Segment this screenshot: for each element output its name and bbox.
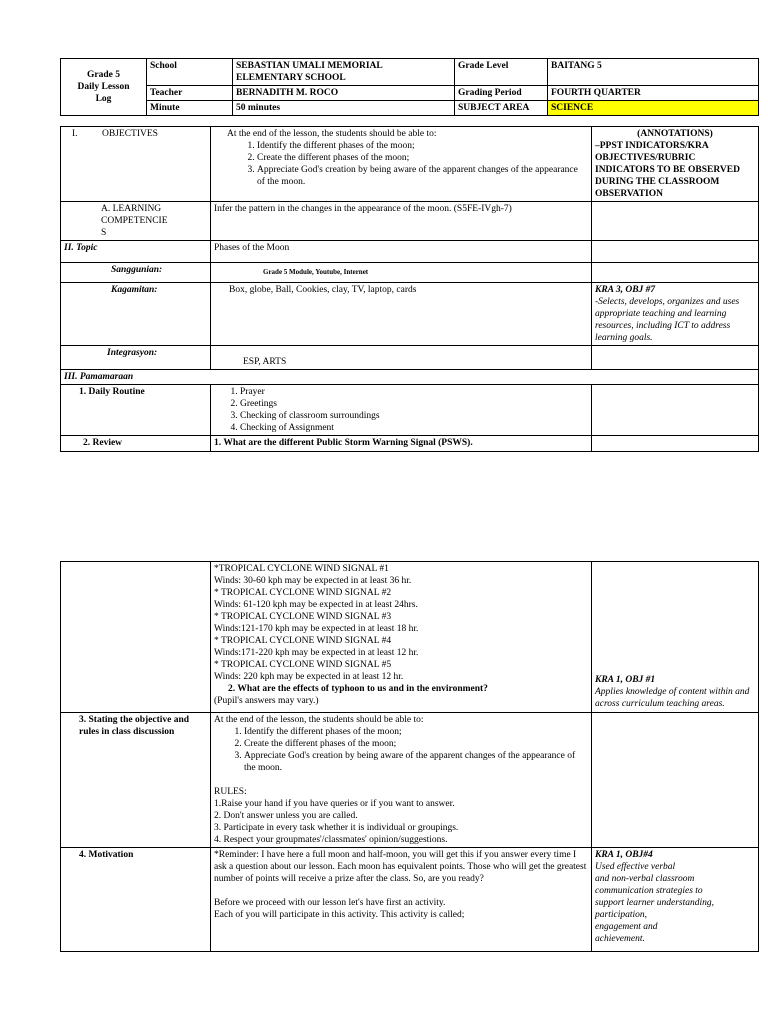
list-item: 2. Greetings [240, 398, 588, 410]
list-item: 1. Identify the different phases of the moon; [257, 140, 588, 152]
kagamitan-value: Box, globe, Ball, Cookies, clay, TV, laptop, cards [211, 283, 592, 346]
kagamitan-annotation [592, 283, 759, 346]
rule-item: 1.Raise your hand if you have queries or if you want to answer. [214, 799, 455, 809]
signal-line: Winds:171-220 kph may be expected in at least 12 hr. [214, 648, 419, 658]
annotations-title: (ANNOTATIONS) [637, 129, 713, 139]
signal-line: *TROPICAL CYCLONE WIND SIGNAL #1 [214, 564, 389, 574]
header-table [60, 58, 759, 116]
list-item: 3. Checking of classroom surroundings [240, 410, 588, 422]
stating-list [214, 726, 588, 774]
list-item: 2. Create the different phases of the moon; [244, 738, 588, 750]
empty-cell [61, 562, 211, 713]
signal-line: Winds:121-170 kph may be expected in at least 18 hr. [214, 624, 419, 634]
subject-area-value: SCIENCE [548, 101, 759, 116]
lesson-plan-table-2 [60, 561, 759, 952]
kra-body-line: engagement and [595, 922, 658, 932]
teacher-label: Teacher [147, 86, 233, 101]
kra-body-line: and non-verbal classroom [595, 874, 695, 884]
kra-body: Applies knowledge of content within and across curriculum teaching areas. [595, 687, 750, 709]
empty-cell [592, 713, 759, 848]
rules-title: RULES: [214, 787, 247, 797]
motivation-label: 4. Motivation [61, 848, 211, 952]
stating-intro: At the end of the lesson, the students should be able to: [214, 715, 424, 725]
objectives-cell [211, 127, 592, 202]
list-item: 3. Appreciate God's creation by being aware of the apparent changes of the appearance of the moon. [244, 750, 588, 774]
objectives-number: I. [72, 129, 78, 139]
sanggunian-label: Sanggunian: [61, 263, 211, 283]
motivation-activity: Before we proceed with our lesson let's have first an activity. [214, 898, 446, 908]
signal-line: * TROPICAL CYCLONE WIND SIGNAL #5 [214, 660, 392, 670]
topic-label: II. Topic [61, 241, 211, 263]
grade-level-value: BAITANG 5 [548, 59, 759, 86]
review-value: 1. What are the different Public Storm Warning Signal (PSWS). [211, 436, 592, 452]
review-label: 2. Review [61, 436, 211, 452]
empty-cell [592, 202, 759, 241]
rule-item: 4. Respect your groupmates'/classmates' opinion/suggestions. [214, 835, 448, 845]
list-item: 2. Create the different phases of the moon; [257, 152, 588, 164]
kra-body-line: participation, [595, 910, 647, 920]
signal-line: Winds: 61-120 kph may be expected in at least 24hrs. [214, 600, 418, 610]
review-question-2: 2. What are the effects of typhoon to us and in the environment? [228, 684, 488, 694]
annotations-cell [592, 127, 759, 202]
pamamaraan-label: III. Pamamaraan [61, 370, 759, 385]
motivation-cell [211, 848, 592, 952]
empty-cell [592, 385, 759, 436]
signal-line: Winds: 30-60 kph may be expected in at least 36 hr. [214, 576, 412, 586]
learning-competencies-value: Infer the pattern in the changes in the appearance of the moon. (S5FE-IVgh-7) [211, 202, 592, 241]
objectives-list [227, 140, 588, 188]
list-item: 1. Identify the different phases of the moon; [244, 726, 588, 738]
minute-label: Minute [147, 101, 233, 116]
sanggunian-value: Grade 5 Module, Youtube, Internet [263, 268, 369, 276]
kra-body: -Selects, develops, organizes and uses appropriate teaching and learning resources, including ICT to address learning goals. [595, 297, 740, 343]
rule-item: 3. Participate in every task whether it is individual or groupings. [214, 823, 459, 833]
list-item: 3. Appreciate God's creation by being aware of the apparent changes of the appearance of the moon. [257, 164, 588, 188]
subject-area-label: SUBJECT AREA [455, 101, 548, 116]
objectives-intro: At the end of the lesson, the students should be able to: [227, 129, 437, 139]
stating-objective-label: 3. Stating the objective and rules in class discussion [61, 713, 211, 848]
kra-body-line: Used effective verbal [595, 862, 676, 872]
sanggunian-cell [211, 263, 592, 283]
annotations-body: –PPST INDICATORS/KRA OBJECTIVES/RUBRIC INDICATORS TO BE OBSERVED DURING THE CLASSROOM OBSERVATION [595, 141, 740, 199]
kra-title: KRA 3, OBJ #7 [595, 285, 656, 295]
empty-cell [592, 346, 759, 370]
lesson-plan-table-1 [60, 126, 759, 452]
objectives-title: OBJECTIVES [102, 129, 158, 139]
kra-title: KRA 1, OBJ#4 [595, 850, 653, 860]
kra-title: KRA 1, OBJ #1 [595, 675, 656, 685]
kra-body-line: achievement. [595, 934, 645, 944]
minute-value: 50 minutes [233, 101, 455, 116]
stating-objective-cell [211, 713, 592, 848]
motivation-reminder: *Reminder: I have here a full moon and half-moon, you will get this if you answer every time I ask a question about our lesson. Each moon has equivalent points. Those who will get the greatest number of points will receive a prize after the class. So, are you ready? [214, 850, 587, 884]
motivation-annotation [592, 848, 759, 952]
school-value: SEBASTIAN UMALI MEMORIAL ELEMENTARY SCHOOL [233, 59, 455, 86]
topic-value: Phases of the Moon [211, 241, 592, 263]
daily-routine-list [214, 386, 588, 434]
empty-cell [592, 241, 759, 263]
school-label: School [147, 59, 233, 86]
list-item: 4. Checking of Assignment [240, 422, 588, 434]
integrasyon-cell [211, 346, 592, 370]
kra-body-line: communication strategies to [595, 886, 703, 896]
teacher-value: BERNADITH M. ROCO [233, 86, 455, 101]
signal-line: * TROPICAL CYCLONE WIND SIGNAL #3 [214, 612, 392, 622]
grade-level-label: Grade Level [455, 59, 548, 86]
objectives-heading [61, 127, 211, 202]
daily-routine-cell [211, 385, 592, 436]
review-annotation [592, 562, 759, 713]
kra-body-line: support learner understanding, [595, 898, 715, 908]
list-item: 1. Prayer [240, 386, 588, 398]
motivation-participation: Each of you will participate in this activity. This activity is called; [214, 910, 465, 920]
learning-competencies-label: A. LEARNING COMPETENCIE S [61, 202, 211, 241]
integrasyon-value: ESP, ARTS [243, 357, 287, 367]
rule-item: 2. Don't answer unless you are called. [214, 811, 358, 821]
signal-line: * TROPICAL CYCLONE WIND SIGNAL #4 [214, 636, 392, 646]
grading-period-label: Grading Period [455, 86, 548, 101]
empty-cell [592, 263, 759, 283]
review-question-2-note: (Pupil's answers may vary.) [214, 696, 319, 706]
grading-period-value: FOURTH QUARTER [548, 86, 759, 101]
empty-cell [592, 436, 759, 452]
kagamitan-label: Kagamitan: [61, 283, 211, 346]
signal-line: Winds: 220 kph may be expected in at least 12 hr. [214, 672, 404, 682]
signals-cell [211, 562, 592, 713]
signal-line: * TROPICAL CYCLONE WIND SIGNAL #2 [214, 588, 392, 598]
log-title: Grade 5 Daily Lesson Log [61, 59, 147, 116]
integrasyon-label: Integrasyon: [61, 346, 211, 370]
daily-routine-label: 1. Daily Routine [61, 385, 211, 436]
